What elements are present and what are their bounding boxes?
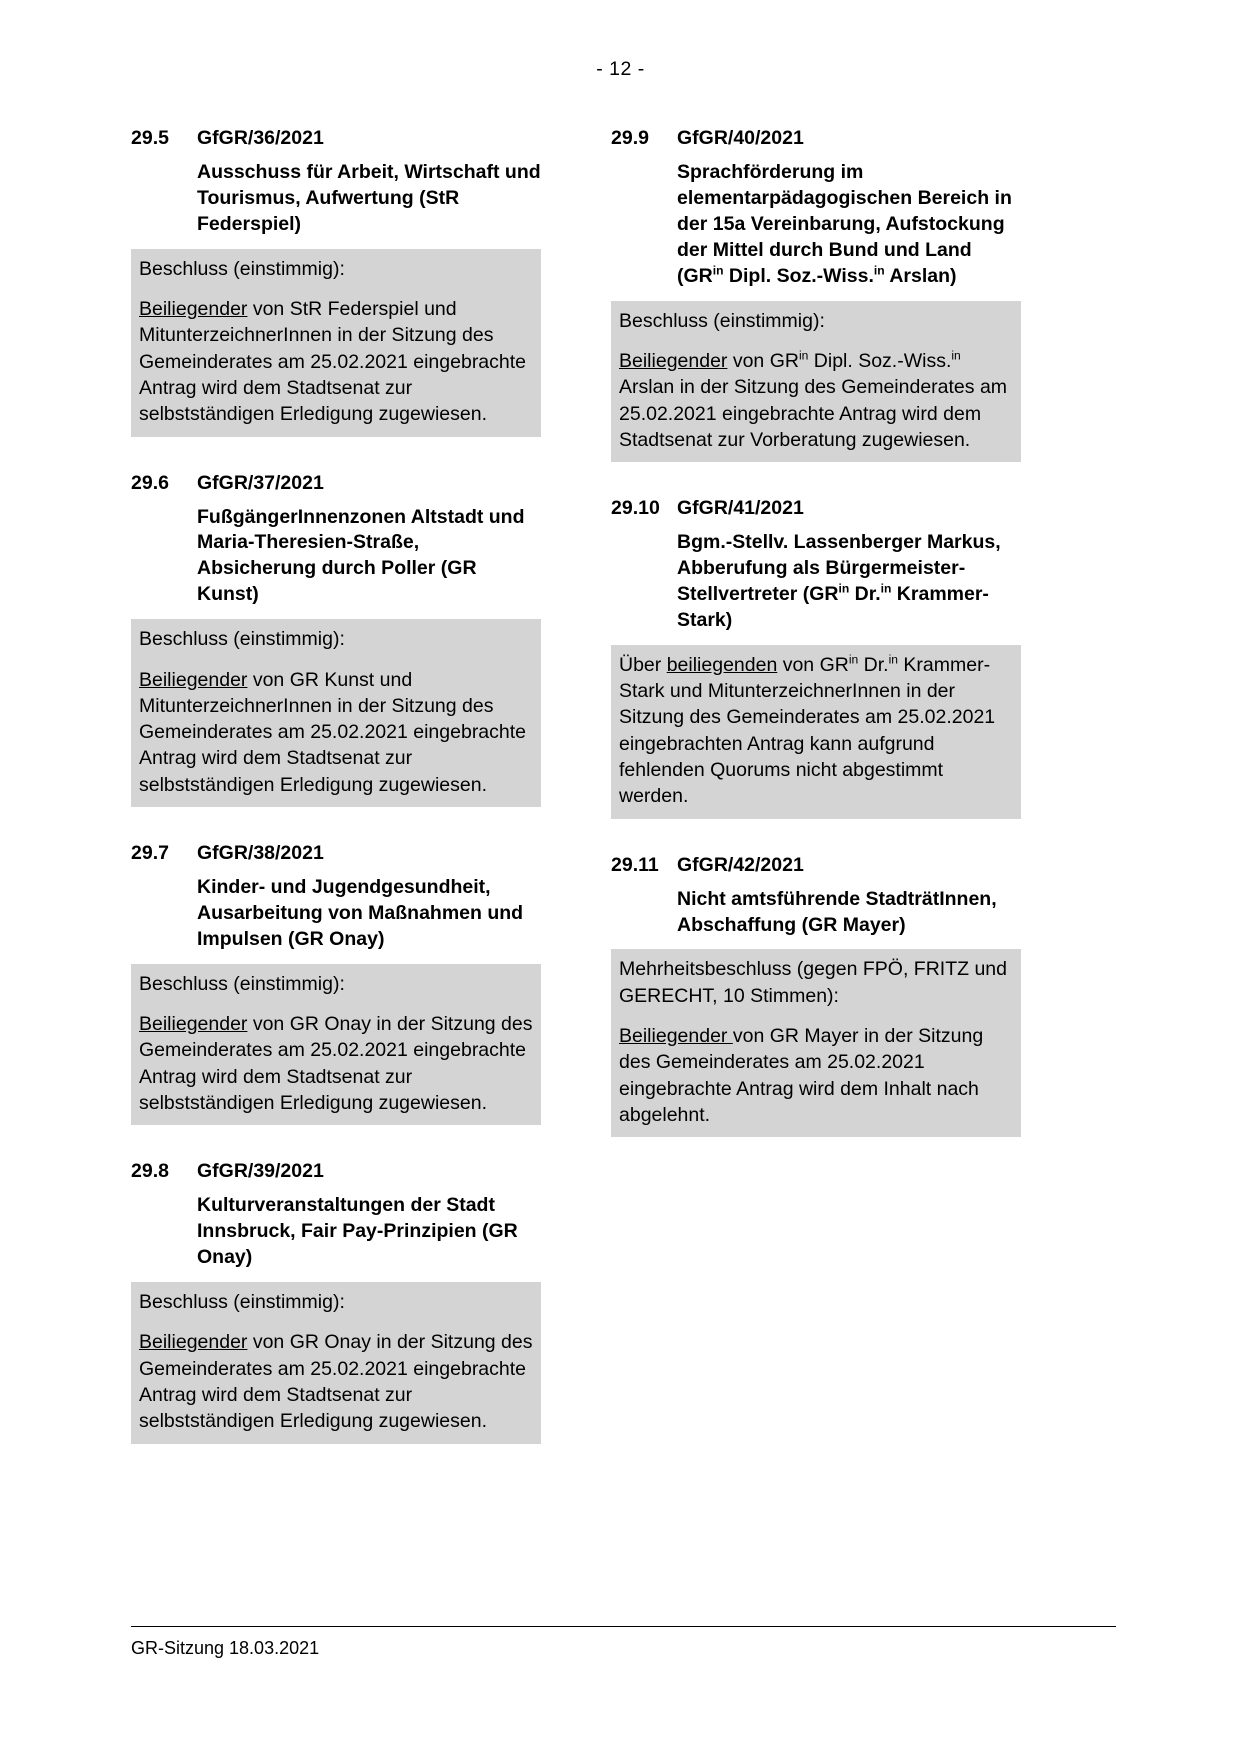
agenda-item-heading xyxy=(131,126,541,151)
agenda-item-resolution-block xyxy=(131,964,541,1126)
agenda-item xyxy=(131,1159,541,1443)
resolution-result: Beschluss (einstimmig): xyxy=(139,1291,345,1314)
agenda-item-heading xyxy=(131,1159,541,1184)
resolution-text-prefix: Beiliegender xyxy=(139,298,248,321)
agenda-item-heading xyxy=(131,841,541,866)
agenda-item-number: 29.10 xyxy=(611,497,660,520)
agenda-item-title: FußgängerInnenzonen Altstadt und Maria-Theresien-Straße, Absicherung durch Poller (GR Kunst) xyxy=(197,505,525,606)
resolution-text xyxy=(619,652,1013,810)
footer-divider xyxy=(131,1626,1116,1627)
agenda-item-id: GfGR/37/2021 xyxy=(197,471,324,494)
resolution-result: Beschluss (einstimmig): xyxy=(139,972,345,995)
agenda-item-heading xyxy=(611,126,1021,151)
resolution-text-prefix: Beiliegender xyxy=(139,1013,248,1036)
agenda-item-title: Ausschuss für Arbeit, Wirtschaft und Tourismus, Aufwertung (StR Federspiel) xyxy=(197,160,541,235)
resolution-text-prefix: Beiliegender xyxy=(139,1331,248,1354)
agenda-item-number: 29.8 xyxy=(131,1160,169,1183)
agenda-item-title: Kinder- und Jugendgesundheit, Ausarbeitung von Maßnahmen und Impulsen (GR Onay) xyxy=(197,876,524,950)
agenda-item-heading xyxy=(131,471,541,496)
agenda-item xyxy=(611,853,1021,1138)
agenda-item-id: GfGR/36/2021 xyxy=(197,127,324,149)
resolution-result: Beschluss (einstimmig): xyxy=(139,628,345,651)
agenda-item-number: 29.9 xyxy=(611,127,649,149)
resolution-text-rest: von GR Mayer in der Sitzung des Gemeinderates am 25.02.2021 eingebrachte Antrag wird dem Inhalt nach abgelehnt. xyxy=(619,1025,984,1126)
resolution-text xyxy=(139,1011,533,1116)
resolution-result: Beschluss (einstimmig): xyxy=(619,309,825,332)
agenda-item-resolution-block xyxy=(611,645,1021,819)
agenda-item xyxy=(131,471,541,808)
resolution-result: Mehrheitsbeschluss (gegen FPÖ, FRITZ und GERECHT, 10 Stimmen): xyxy=(619,958,1007,1007)
agenda-item-id: GfGR/38/2021 xyxy=(197,842,324,865)
resolution-text-rest: von StR Federspiel und MitunterzeichnerInnen in der Sitzung des Gemeinderates am 25.02.2021 eingebrachte Antrag wird dem Stadtsenat zur selbstständigen Erledigung zugewiesen. xyxy=(139,298,527,426)
resolution-text xyxy=(139,1329,533,1434)
agenda-item-resolution-block xyxy=(611,949,1021,1137)
agenda-item-id: GfGR/40/2021 xyxy=(677,127,804,149)
agenda-item-number: 29.11 xyxy=(611,853,659,876)
resolution-text xyxy=(139,296,533,428)
resolution-text-prefix: Beiliegender xyxy=(619,1025,733,1048)
agenda-item-title: Kulturveranstaltungen der Stadt Innsbruck, Fair Pay-Prinzipien (GR Onay) xyxy=(197,1194,518,1269)
agenda-item-title: Sprachförderung im elementarpädagogischen Bereich in der 15a Vereinbarung, Aufstockung der Mittel durch Bund und Land ($GR^{in}$ Dipl. Soz.-Wiss.$^{in}$ Arslan) xyxy=(677,160,1012,287)
resolution-text xyxy=(619,1023,1013,1128)
agenda-item-number: 29.6 xyxy=(131,471,169,494)
resolution-text-rest: von GR Onay in der Sitzung des Gemeinderates am 25.02.2021 eingebrachte Antrag wird dem Stadtsenat zur selbstständigen Erledigung zugewiesen. xyxy=(139,1013,533,1115)
agenda-item xyxy=(131,126,541,437)
two-column-body xyxy=(131,126,1116,1478)
footer-text: GR-Sitzung 18.03.2021 xyxy=(131,1638,320,1658)
resolution-text-rest: von GR Onay in der Sitzung des Gemeinderates am 25.02.2021 eingebrachte Antrag wird dem Stadtsenat zur selbstständigen Erledigung zugewiesen. xyxy=(139,1331,533,1433)
resolution-text xyxy=(139,667,533,799)
agenda-item-id: GfGR/42/2021 xyxy=(677,853,804,876)
agenda-item-id: GfGR/39/2021 xyxy=(197,1160,324,1183)
resolution-text-prefix: Beiliegender xyxy=(139,668,248,691)
agenda-item xyxy=(131,841,541,1125)
resolution-text-rest: beiliegenden von $GR^{in}$ Dr.$^{in}$ Krammer-Stark und MitunterzeichnerInnen in der Sitzung des Gemeinderates am 25.02.2021 eingebrachten Antrag kann aufgrund fehlenden Quorums nicht abgestimmt werden. xyxy=(619,652,996,808)
agenda-item-heading xyxy=(611,853,1021,878)
agenda-item-id: GfGR/41/2021 xyxy=(677,497,804,520)
page-number: - 12 - xyxy=(596,58,645,80)
agenda-item-resolution-block xyxy=(131,1282,541,1444)
left-column xyxy=(131,126,541,1478)
agenda-item-title: Nicht amtsführende StadträtInnen, Abschaffung (GR Mayer) xyxy=(677,887,997,936)
agenda-item-resolution-block xyxy=(611,301,1021,463)
resolution-text-prefix: Beiliegender xyxy=(619,349,728,372)
agenda-item-heading xyxy=(611,496,1021,521)
agenda-item-title: Bgm.-Stellv. Lassenberger Markus, Abberufung als Bürgermeister-Stellvertreter ($GR^{in}$ Dr.$^{in}$ Krammer-Stark) xyxy=(677,531,1001,631)
agenda-item-resolution-block xyxy=(131,249,541,437)
agenda-item-number: 29.7 xyxy=(131,842,169,865)
resolution-text-rest: von GR Kunst und MitunterzeichnerInnen in der Sitzung des Gemeinderates am 25.02.2021 eingebrachte Antrag wird dem Stadtsenat zur selbstständigen Erledigung zugewiesen. xyxy=(139,668,527,796)
agenda-item xyxy=(611,496,1021,819)
resolution-text xyxy=(619,348,1013,453)
resolution-result: Beschluss (einstimmig): xyxy=(139,257,345,280)
agenda-item-number: 29.5 xyxy=(131,127,169,149)
resolution-text-prefix: Über xyxy=(619,653,667,676)
agenda-item-resolution-block xyxy=(131,619,541,807)
agenda-item xyxy=(611,126,1021,462)
resolution-text-rest: von $GR^{in}$ Dipl. Soz.-Wiss.$^{in}$ Arslan in der Sitzung des Gemeinderates am 25.02.2021 eingebrachte Antrag wird dem Stadtsenat zur Vorberatung zugewiesen. xyxy=(619,348,1008,451)
right-column xyxy=(611,126,1021,1478)
